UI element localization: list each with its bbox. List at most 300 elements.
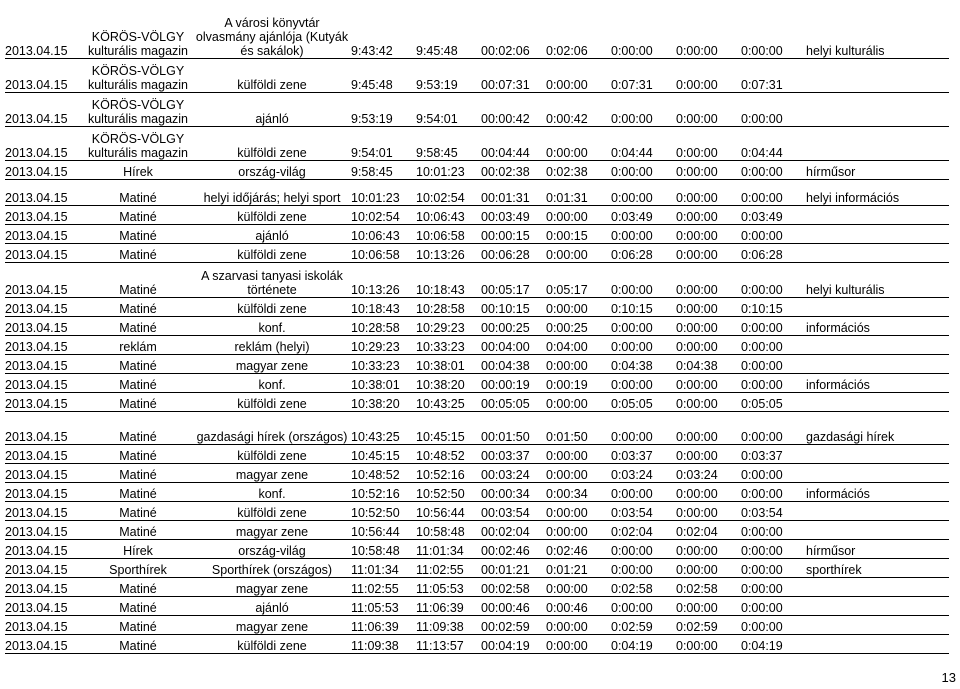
music-cell: 0:00:00 [611, 482, 676, 501]
foreign-music-cell: 0:05:05 [741, 392, 806, 411]
duration-cell: 00:03:49 [481, 205, 546, 224]
date-cell: 2013.04.15 [5, 262, 83, 297]
content-cell: A szarvasi tanyasi iskolák története [193, 262, 351, 297]
music-cell: 0:07:31 [611, 58, 676, 92]
date-cell: 2013.04.15 [5, 179, 83, 205]
table-row [5, 205, 949, 224]
duration-cell: 00:01:21 [481, 558, 546, 577]
end-cell: 10:56:44 [416, 501, 481, 520]
duration-cell: 00:04:00 [481, 335, 546, 354]
music-cell: 0:03:49 [611, 205, 676, 224]
category-cell [806, 126, 949, 160]
program-cell: Matiné [83, 482, 193, 501]
table-row [5, 262, 949, 297]
foreign-music-cell: 0:06:28 [741, 243, 806, 262]
end-cell: 10:28:58 [416, 297, 481, 316]
content-cell: külföldi zene [193, 205, 351, 224]
duration-cell: 00:04:19 [481, 634, 546, 653]
category-cell: gazdasági hírek [806, 411, 949, 444]
content-cell: konf. [193, 482, 351, 501]
start-cell: 10:58:48 [351, 539, 416, 558]
start-cell: 10:52:16 [351, 482, 416, 501]
hungarian-music-cell: 0:00:00 [676, 58, 741, 92]
content-cell: külföldi zene [193, 243, 351, 262]
program-cell: KÖRÖS-VÖLGY kulturális magazin [83, 92, 193, 126]
hungarian-music-cell: 0:04:38 [676, 354, 741, 373]
table-row [5, 297, 949, 316]
program-cell: Matiné [83, 262, 193, 297]
hungarian-music-cell: 0:02:58 [676, 577, 741, 596]
foreign-music-cell: 0:10:15 [741, 297, 806, 316]
date-cell: 2013.04.15 [5, 0, 83, 58]
hungarian-music-cell: 0:00:00 [676, 501, 741, 520]
music-cell: 0:00:00 [611, 596, 676, 615]
content-cell: külföldi zene [193, 58, 351, 92]
table-row [5, 354, 949, 373]
table-body [5, 0, 949, 653]
date-cell: 2013.04.15 [5, 373, 83, 392]
content-cell: külföldi zene [193, 444, 351, 463]
category-cell [806, 444, 949, 463]
program-cell: Matiné [83, 373, 193, 392]
date-cell: 2013.04.15 [5, 634, 83, 653]
end-cell: 10:58:48 [416, 520, 481, 539]
hungarian-music-cell: 0:00:00 [676, 482, 741, 501]
hungarian-music-cell: 0:00:00 [676, 335, 741, 354]
program-cell: Matiné [83, 392, 193, 411]
date-cell: 2013.04.15 [5, 577, 83, 596]
music-cell: 0:03:54 [611, 501, 676, 520]
start-cell: 10:18:43 [351, 297, 416, 316]
category-cell [806, 596, 949, 615]
start-cell: 10:13:26 [351, 262, 416, 297]
table-row [5, 179, 949, 205]
music-cell: 0:10:15 [611, 297, 676, 316]
category-cell [806, 392, 949, 411]
program-cell: Matiné [83, 444, 193, 463]
program-cell: Sporthírek [83, 558, 193, 577]
speech-cell: 0:01:50 [546, 411, 611, 444]
speech-cell: 0:00:00 [546, 126, 611, 160]
program-cell: Hírek [83, 160, 193, 179]
foreign-music-cell: 0:00:00 [741, 354, 806, 373]
end-cell: 11:13:57 [416, 634, 481, 653]
table-row [5, 558, 949, 577]
content-cell: külföldi zene [193, 634, 351, 653]
hungarian-music-cell: 0:00:00 [676, 205, 741, 224]
foreign-music-cell: 0:00:00 [741, 539, 806, 558]
hungarian-music-cell: 0:00:00 [676, 539, 741, 558]
duration-cell: 00:01:50 [481, 411, 546, 444]
date-cell: 2013.04.15 [5, 205, 83, 224]
end-cell: 10:06:43 [416, 205, 481, 224]
end-cell: 10:52:50 [416, 482, 481, 501]
duration-cell: 00:00:34 [481, 482, 546, 501]
start-cell: 11:05:53 [351, 596, 416, 615]
foreign-music-cell: 0:00:00 [741, 615, 806, 634]
date-cell: 2013.04.15 [5, 92, 83, 126]
program-cell: Matiné [83, 297, 193, 316]
table-row [5, 224, 949, 243]
speech-cell: 0:00:00 [546, 577, 611, 596]
table-row [5, 444, 949, 463]
category-cell [806, 354, 949, 373]
end-cell: 11:05:53 [416, 577, 481, 596]
end-cell: 10:38:01 [416, 354, 481, 373]
music-cell: 0:00:00 [611, 411, 676, 444]
category-cell: sporthírek [806, 558, 949, 577]
content-cell: A városi könyvtár olvasmány ajánlója (Kutyák és sakálok) [193, 0, 351, 58]
speech-cell: 0:00:00 [546, 444, 611, 463]
speech-cell: 0:00:00 [546, 634, 611, 653]
speech-cell: 0:00:42 [546, 92, 611, 126]
category-cell: helyi kulturális [806, 0, 949, 58]
content-cell: magyar zene [193, 520, 351, 539]
end-cell: 10:02:54 [416, 179, 481, 205]
program-cell: Matiné [83, 354, 193, 373]
speech-cell: 0:00:00 [546, 58, 611, 92]
table-row [5, 411, 949, 444]
foreign-music-cell: 0:03:37 [741, 444, 806, 463]
start-cell: 10:28:58 [351, 316, 416, 335]
foreign-music-cell: 0:00:00 [741, 411, 806, 444]
category-cell [806, 634, 949, 653]
program-cell: Matiné [83, 179, 193, 205]
start-cell: 10:02:54 [351, 205, 416, 224]
music-cell: 0:02:59 [611, 615, 676, 634]
music-cell: 0:00:00 [611, 373, 676, 392]
content-cell: ország-világ [193, 160, 351, 179]
music-cell: 0:00:00 [611, 224, 676, 243]
start-cell: 10:29:23 [351, 335, 416, 354]
content-cell: magyar zene [193, 615, 351, 634]
start-cell: 10:52:50 [351, 501, 416, 520]
end-cell: 11:01:34 [416, 539, 481, 558]
table-row [5, 335, 949, 354]
content-cell: magyar zene [193, 577, 351, 596]
hungarian-music-cell: 0:00:00 [676, 558, 741, 577]
foreign-music-cell: 0:00:00 [741, 316, 806, 335]
table-row [5, 634, 949, 653]
category-cell [806, 224, 949, 243]
duration-cell: 00:06:28 [481, 243, 546, 262]
table-row [5, 0, 949, 58]
end-cell: 10:01:23 [416, 160, 481, 179]
content-cell: külföldi zene [193, 501, 351, 520]
program-cell: Matiné [83, 205, 193, 224]
duration-cell: 00:07:31 [481, 58, 546, 92]
start-cell: 9:45:48 [351, 58, 416, 92]
category-cell [806, 58, 949, 92]
foreign-music-cell: 0:00:00 [741, 335, 806, 354]
duration-cell: 00:00:46 [481, 596, 546, 615]
end-cell: 11:02:55 [416, 558, 481, 577]
foreign-music-cell: 0:00:00 [741, 92, 806, 126]
foreign-music-cell: 0:00:00 [741, 179, 806, 205]
foreign-music-cell: 0:00:00 [741, 373, 806, 392]
speech-cell: 0:00:00 [546, 354, 611, 373]
hungarian-music-cell: 0:00:00 [676, 444, 741, 463]
category-cell [806, 297, 949, 316]
content-cell: reklám (helyi) [193, 335, 351, 354]
content-cell: ajánló [193, 92, 351, 126]
speech-cell: 0:00:00 [546, 615, 611, 634]
start-cell: 10:06:58 [351, 243, 416, 262]
hungarian-music-cell: 0:00:00 [676, 634, 741, 653]
date-cell: 2013.04.15 [5, 501, 83, 520]
speech-cell: 0:02:38 [546, 160, 611, 179]
music-cell: 0:02:04 [611, 520, 676, 539]
table-row [5, 316, 949, 335]
table-row [5, 520, 949, 539]
hungarian-music-cell: 0:00:00 [676, 224, 741, 243]
content-cell: gazdasági hírek (országos) [193, 411, 351, 444]
music-cell: 0:00:00 [611, 262, 676, 297]
start-cell: 10:38:20 [351, 392, 416, 411]
end-cell: 10:45:15 [416, 411, 481, 444]
category-cell: helyi kulturális [806, 262, 949, 297]
date-cell: 2013.04.15 [5, 335, 83, 354]
date-cell: 2013.04.15 [5, 316, 83, 335]
program-cell: Matiné [83, 224, 193, 243]
date-cell: 2013.04.15 [5, 463, 83, 482]
duration-cell: 00:03:37 [481, 444, 546, 463]
hungarian-music-cell: 0:00:00 [676, 92, 741, 126]
foreign-music-cell: 0:00:00 [741, 520, 806, 539]
program-cell: Matiné [83, 520, 193, 539]
start-cell: 11:02:55 [351, 577, 416, 596]
category-cell: információs [806, 373, 949, 392]
date-cell: 2013.04.15 [5, 520, 83, 539]
date-cell: 2013.04.15 [5, 160, 83, 179]
content-cell: konf. [193, 373, 351, 392]
foreign-music-cell: 0:04:44 [741, 126, 806, 160]
table-row [5, 596, 949, 615]
music-cell: 0:05:05 [611, 392, 676, 411]
page-number: 13 [941, 670, 956, 685]
music-cell: 0:03:37 [611, 444, 676, 463]
hungarian-music-cell: 0:00:00 [676, 126, 741, 160]
date-cell: 2013.04.15 [5, 392, 83, 411]
category-cell: információs [806, 482, 949, 501]
program-cell: KÖRÖS-VÖLGY kulturális magazin [83, 0, 193, 58]
start-cell: 10:56:44 [351, 520, 416, 539]
date-cell: 2013.04.15 [5, 539, 83, 558]
category-cell: helyi információs [806, 179, 949, 205]
start-cell: 10:48:52 [351, 463, 416, 482]
speech-cell: 0:00:00 [546, 501, 611, 520]
speech-cell: 0:04:00 [546, 335, 611, 354]
category-cell [806, 615, 949, 634]
music-cell: 0:00:00 [611, 335, 676, 354]
music-cell: 0:00:00 [611, 316, 676, 335]
program-cell: KÖRÖS-VÖLGY kulturális magazin [83, 58, 193, 92]
program-cell: KÖRÖS-VÖLGY kulturális magazin [83, 126, 193, 160]
date-cell: 2013.04.15 [5, 444, 83, 463]
speech-cell: 0:00:00 [546, 392, 611, 411]
end-cell: 10:18:43 [416, 262, 481, 297]
category-cell: hírműsor [806, 539, 949, 558]
program-cell: Matiné [83, 463, 193, 482]
end-cell: 9:45:48 [416, 0, 481, 58]
category-cell [806, 92, 949, 126]
hungarian-music-cell: 0:02:59 [676, 615, 741, 634]
hungarian-music-cell: 0:02:04 [676, 520, 741, 539]
category-cell [806, 463, 949, 482]
duration-cell: 00:02:58 [481, 577, 546, 596]
foreign-music-cell: 0:00:00 [741, 577, 806, 596]
table-row [5, 392, 949, 411]
table-row [5, 160, 949, 179]
content-cell: külföldi zene [193, 126, 351, 160]
speech-cell: 0:00:00 [546, 297, 611, 316]
duration-cell: 00:00:42 [481, 92, 546, 126]
content-cell: külföldi zene [193, 297, 351, 316]
duration-cell: 00:00:19 [481, 373, 546, 392]
hungarian-music-cell: 0:00:00 [676, 373, 741, 392]
hungarian-music-cell: 0:00:00 [676, 179, 741, 205]
end-cell: 11:09:38 [416, 615, 481, 634]
hungarian-music-cell: 0:00:00 [676, 297, 741, 316]
date-cell: 2013.04.15 [5, 243, 83, 262]
hungarian-music-cell: 0:00:00 [676, 160, 741, 179]
end-cell: 10:52:16 [416, 463, 481, 482]
duration-cell: 00:05:17 [481, 262, 546, 297]
hungarian-music-cell: 0:00:00 [676, 392, 741, 411]
date-cell: 2013.04.15 [5, 558, 83, 577]
duration-cell: 00:02:04 [481, 520, 546, 539]
end-cell: 10:33:23 [416, 335, 481, 354]
table-row [5, 501, 949, 520]
end-cell: 10:29:23 [416, 316, 481, 335]
music-cell: 0:00:00 [611, 92, 676, 126]
duration-cell: 00:03:54 [481, 501, 546, 520]
duration-cell: 00:04:44 [481, 126, 546, 160]
date-cell: 2013.04.15 [5, 58, 83, 92]
category-cell [806, 243, 949, 262]
music-cell: 0:00:00 [611, 539, 676, 558]
table-row [5, 126, 949, 160]
speech-cell: 0:00:46 [546, 596, 611, 615]
program-cell: Matiné [83, 316, 193, 335]
program-cell: Matiné [83, 615, 193, 634]
music-cell: 0:03:24 [611, 463, 676, 482]
end-cell: 9:54:01 [416, 92, 481, 126]
hungarian-music-cell: 0:00:00 [676, 262, 741, 297]
content-cell: konf. [193, 316, 351, 335]
table-row [5, 482, 949, 501]
end-cell: 10:38:20 [416, 373, 481, 392]
start-cell: 11:01:34 [351, 558, 416, 577]
foreign-music-cell: 0:00:00 [741, 482, 806, 501]
category-cell [806, 501, 949, 520]
end-cell: 10:43:25 [416, 392, 481, 411]
table-row [5, 463, 949, 482]
program-cell: Hírek [83, 539, 193, 558]
date-cell: 2013.04.15 [5, 126, 83, 160]
foreign-music-cell: 0:07:31 [741, 58, 806, 92]
foreign-music-cell: 0:00:00 [741, 596, 806, 615]
content-cell: ajánló [193, 224, 351, 243]
table-row [5, 92, 949, 126]
broadcast-log-table [5, 0, 949, 654]
content-cell: ország-világ [193, 539, 351, 558]
content-cell: külföldi zene [193, 392, 351, 411]
duration-cell: 00:02:38 [481, 160, 546, 179]
duration-cell: 00:02:59 [481, 615, 546, 634]
end-cell: 11:06:39 [416, 596, 481, 615]
program-cell: Matiné [83, 634, 193, 653]
date-cell: 2013.04.15 [5, 297, 83, 316]
duration-cell: 00:03:24 [481, 463, 546, 482]
foreign-music-cell: 0:00:00 [741, 463, 806, 482]
start-cell: 10:43:25 [351, 411, 416, 444]
duration-cell: 00:00:25 [481, 316, 546, 335]
date-cell: 2013.04.15 [5, 224, 83, 243]
foreign-music-cell: 0:00:00 [741, 224, 806, 243]
duration-cell: 00:01:31 [481, 179, 546, 205]
end-cell: 9:53:19 [416, 58, 481, 92]
date-cell: 2013.04.15 [5, 354, 83, 373]
date-cell: 2013.04.15 [5, 411, 83, 444]
category-cell [806, 520, 949, 539]
table-row [5, 58, 949, 92]
content-cell: Sporthírek (országos) [193, 558, 351, 577]
speech-cell: 0:02:06 [546, 0, 611, 58]
duration-cell: 00:05:05 [481, 392, 546, 411]
music-cell: 0:04:44 [611, 126, 676, 160]
content-cell: helyi időjárás; helyi sport [193, 179, 351, 205]
music-cell: 0:00:00 [611, 160, 676, 179]
speech-cell: 0:00:19 [546, 373, 611, 392]
speech-cell: 0:05:17 [546, 262, 611, 297]
content-cell: magyar zene [193, 354, 351, 373]
table-row [5, 243, 949, 262]
speech-cell: 0:00:15 [546, 224, 611, 243]
foreign-music-cell: 0:00:00 [741, 160, 806, 179]
speech-cell: 0:01:31 [546, 179, 611, 205]
start-cell: 11:06:39 [351, 615, 416, 634]
hungarian-music-cell: 0:00:00 [676, 316, 741, 335]
program-cell: reklám [83, 335, 193, 354]
foreign-music-cell: 0:04:19 [741, 634, 806, 653]
speech-cell: 0:00:25 [546, 316, 611, 335]
category-cell: hírműsor [806, 160, 949, 179]
content-cell: magyar zene [193, 463, 351, 482]
duration-cell: 00:04:38 [481, 354, 546, 373]
music-cell: 0:00:00 [611, 558, 676, 577]
music-cell: 0:00:00 [611, 0, 676, 58]
date-cell: 2013.04.15 [5, 596, 83, 615]
category-cell [806, 335, 949, 354]
start-cell: 10:06:43 [351, 224, 416, 243]
program-cell: Matiné [83, 411, 193, 444]
hungarian-music-cell: 0:00:00 [676, 411, 741, 444]
program-cell: Matiné [83, 501, 193, 520]
music-cell: 0:06:28 [611, 243, 676, 262]
table-row [5, 577, 949, 596]
music-cell: 0:04:38 [611, 354, 676, 373]
end-cell: 10:13:26 [416, 243, 481, 262]
start-cell: 10:38:01 [351, 373, 416, 392]
date-cell: 2013.04.15 [5, 615, 83, 634]
start-cell: 10:01:23 [351, 179, 416, 205]
foreign-music-cell: 0:03:49 [741, 205, 806, 224]
date-cell: 2013.04.15 [5, 482, 83, 501]
hungarian-music-cell: 0:03:24 [676, 463, 741, 482]
duration-cell: 00:00:15 [481, 224, 546, 243]
category-cell [806, 577, 949, 596]
